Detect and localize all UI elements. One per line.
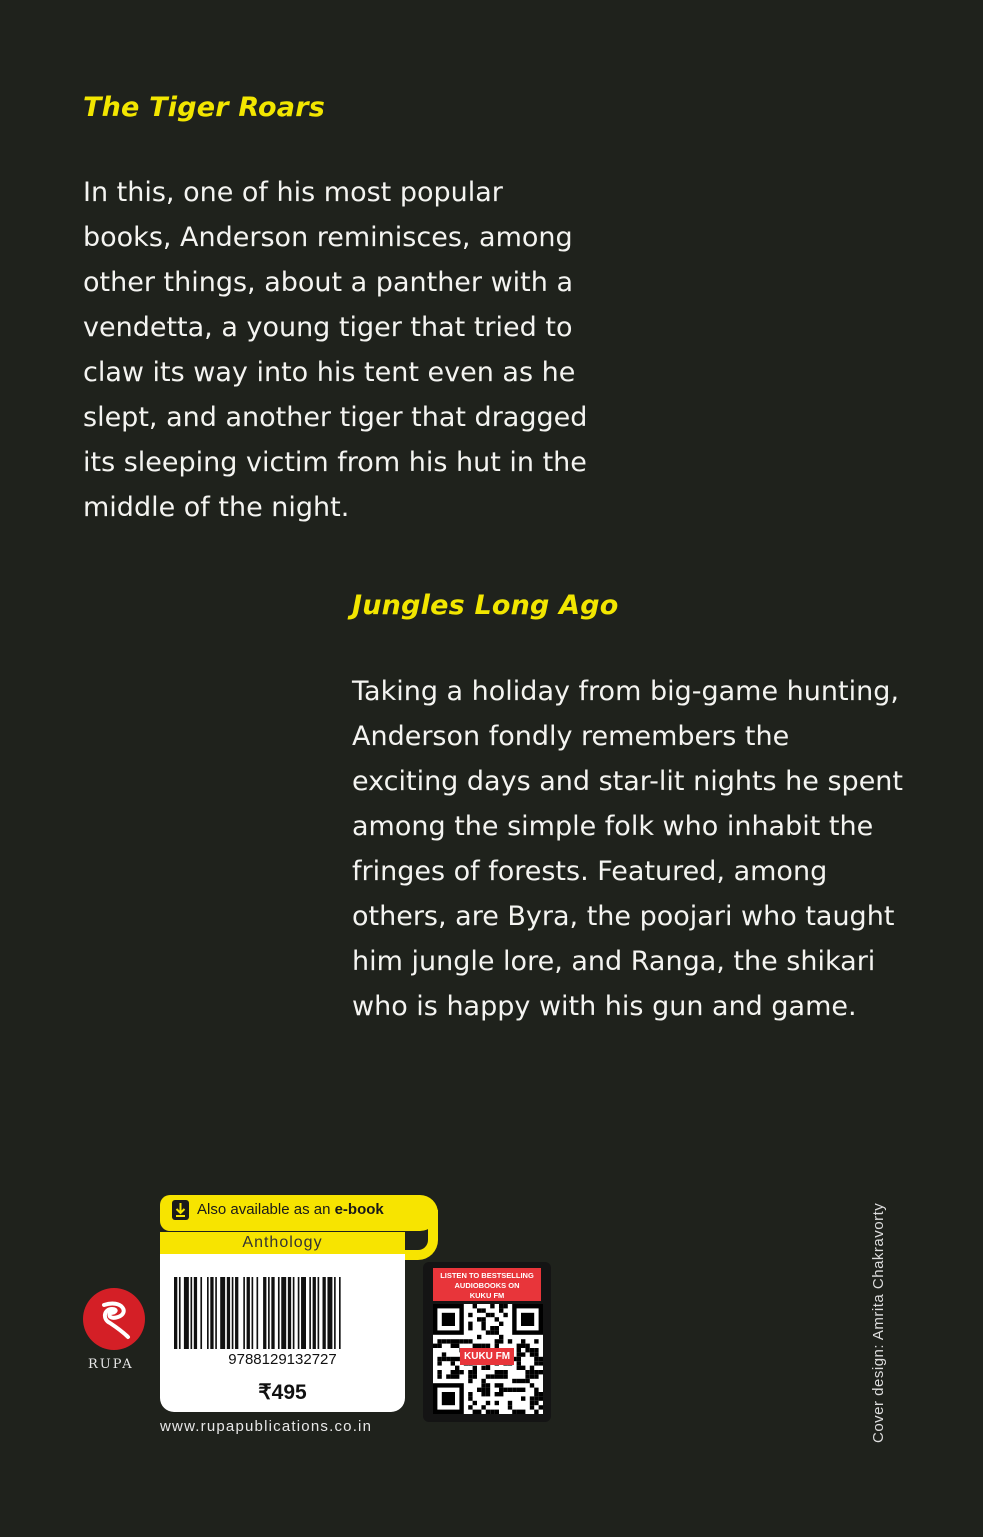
publisher-name: RUPA xyxy=(88,1357,134,1372)
section-body-tiger-roars: In this, one of his most popular books, Anderson reminisces, among other things, about a panther with a vendetta, a young tiger that tried to claw its way into his tent even as he slept, and another tiger that dragged its sleeping victim from his hut in the middle of the night. xyxy=(83,177,588,523)
kuku-fm-badge: KUKU FM xyxy=(460,1348,514,1365)
category-label: Anthology xyxy=(160,1232,405,1254)
barcode-icon xyxy=(174,1277,391,1349)
download-icon xyxy=(172,1200,189,1220)
kuku-fm-card xyxy=(423,1262,551,1422)
cover-design-credit: Cover design: Amrita Chakravorty xyxy=(870,1202,887,1443)
ebook-availability-text xyxy=(197,1201,384,1218)
rupa-logo-icon xyxy=(82,1287,146,1355)
section-body-jungles-long-ago: Taking a holiday from big-game hunting, Anderson fondly remembers the exciting days and star-lit nights he spent among the simple folk who inhabit the fringes of forests. Featured, among others, are Byra, the poojari who taught him jungle lore, and Ranga, the shikari who is happy with his gun and game. xyxy=(352,676,904,1022)
isbn-number: 9788129132727 xyxy=(228,1351,337,1368)
barcode-panel xyxy=(160,1232,405,1412)
section-heading-jungles-long-ago: Jungles Long Ago xyxy=(352,590,619,621)
price: ₹495 xyxy=(258,1381,307,1404)
website-url: www.rupapublications.co.in xyxy=(160,1418,373,1435)
section-heading-tiger-roars: The Tiger Roars xyxy=(83,92,325,123)
kuku-banner-text: LISTEN TO BESTSELLING AUDIOBOOKS ON KUKU FM xyxy=(433,1268,541,1301)
ebook-bold: e-book xyxy=(334,1201,384,1218)
ebook-prefix: Also available as an xyxy=(197,1201,335,1218)
